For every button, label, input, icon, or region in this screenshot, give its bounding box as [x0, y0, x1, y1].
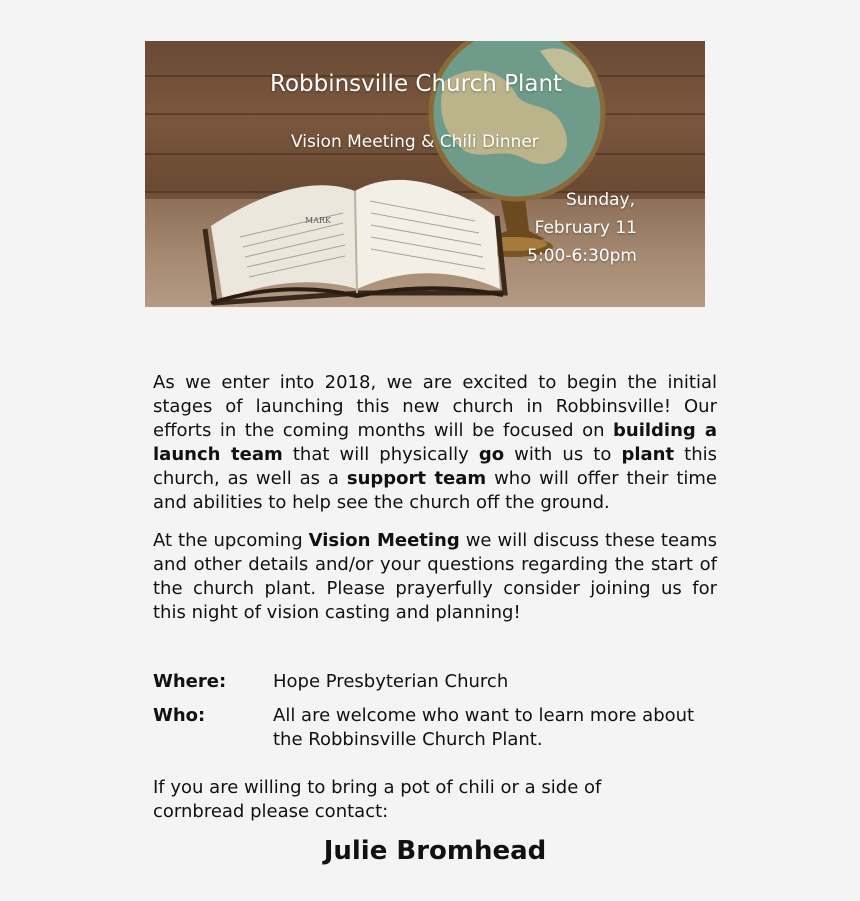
who-row: [153, 704, 713, 752]
meeting-paragraph: [153, 529, 717, 625]
book-page-label: MARK: [305, 216, 331, 225]
intro-text: with us to: [504, 444, 622, 465]
meeting-emphasis: Vision Meeting: [308, 530, 460, 551]
intro-emphasis: plant: [621, 444, 675, 465]
intro-text: that will physically: [282, 444, 479, 465]
where-row: [153, 670, 713, 694]
banner-title: Robbinsville Church Plant: [270, 71, 563, 97]
where-value: Hope Presbyterian Church: [273, 671, 509, 692]
intro-paragraph: [153, 371, 717, 515]
who-label: Who:: [153, 705, 206, 726]
meeting-text: At the upcoming: [153, 530, 309, 551]
contact-name: Julie Bromhead: [323, 836, 547, 866]
intro-text: who will offer their time and abilities to help see the church off the ground.: [153, 468, 717, 513]
banner-date: February 11: [534, 218, 637, 238]
meeting-text: we will discuss these teams and other details and/or your questions regarding the start of the church plant. Please prayerfully consider joining us for this night of vision casting and planning!: [153, 530, 717, 623]
intro-emphasis: support team: [346, 468, 487, 489]
event-banner: [145, 41, 705, 307]
intro-emphasis: go: [478, 444, 505, 465]
who-value: All are welcome who want to learn more about the Robbinsville Church Plant.: [273, 705, 695, 750]
intro-text: As we enter into 2018, we are excited to begin the initial stages of launching this new church in Robbinsville! Our efforts in the coming months will be focused on: [153, 372, 717, 441]
intro-text: this church, as well as a: [153, 444, 717, 489]
chili-request-text: If you are willing to bring a pot of chili or a side of cornbread please contact:: [153, 777, 602, 822]
book-left-page: [211, 185, 357, 301]
where-label: Where:: [153, 671, 227, 692]
banner-subtitle: Vision Meeting & Chili Dinner: [291, 132, 539, 152]
book-right-page: [355, 180, 500, 289]
banner-day: Sunday,: [565, 190, 635, 210]
intro-emphasis: building a launch team: [153, 420, 717, 465]
banner-time: 5:00-6:30pm: [527, 246, 637, 266]
